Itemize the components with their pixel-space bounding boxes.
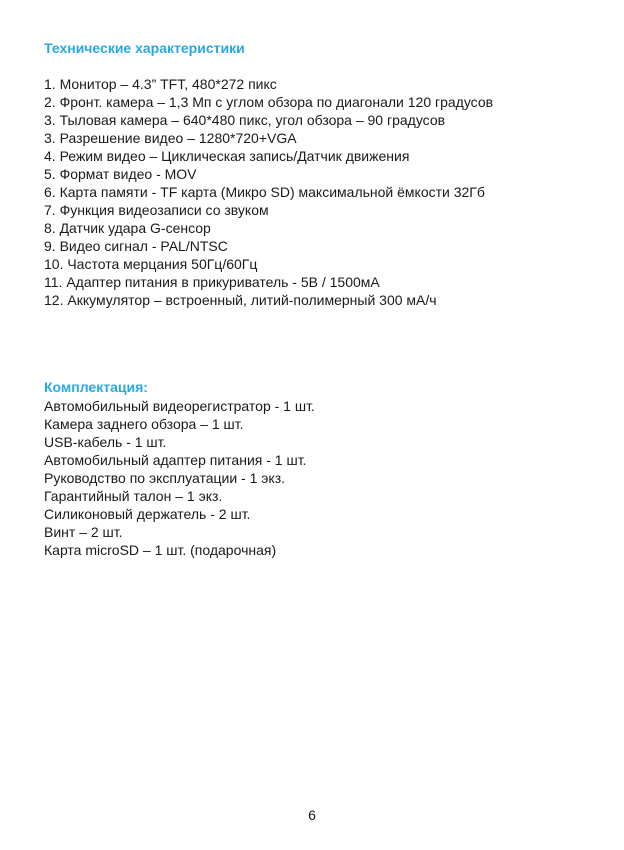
spec-item: 10. Частота мерцания 50Гц/60Гц [44, 256, 258, 272]
spec-item: 12. Аккумулятор – встроенный, литий-полимерный 300 мА/ч [44, 292, 437, 308]
kit-item: Автомобильный адаптер питания - 1 шт. [44, 452, 307, 468]
spec-item: 9. Видео сигнал - PAL/NTSC [44, 238, 228, 254]
spec-item: 6. Карта памяти - TF карта (Микро SD) максимальной ёмкости 32Гб [44, 184, 485, 200]
package-contents-heading: Комплектация: [44, 379, 148, 395]
kit-item: Автомобильный видеорегистратор - 1 шт. [44, 398, 315, 414]
package-contents-section [44, 379, 604, 559]
kit-item: USB-кабель - 1 шт. [44, 434, 167, 450]
kit-item: Карта microSD – 1 шт. (подарочная) [44, 542, 277, 558]
kit-item: Руководство по эксплуатации - 1 экз. [44, 470, 286, 486]
specifications-heading: Технические характеристики [44, 40, 245, 56]
page-number: 6 [308, 807, 316, 823]
kit-item: Гарантийный талон – 1 экз. [44, 488, 223, 504]
kit-item: Винт – 2 шт. [44, 524, 123, 540]
spec-item: 8. Датчик удара G-сенсор [44, 220, 211, 236]
spec-item: 3. Тыловая камера – 640*480 пикс, угол обзора – 90 градусов [44, 112, 446, 128]
kit-item: Камера заднего обзора – 1 шт. [44, 416, 244, 432]
package-contents-list [44, 397, 604, 559]
spec-item: 4. Режим видео – Циклическая запись/Датчик движения [44, 148, 410, 164]
spec-item: 11. Адаптер питания в прикуриватель - 5В / 1500мА [44, 274, 380, 290]
spec-item: 7. Функция видеозаписи со звуком [44, 202, 269, 218]
specifications-list [44, 75, 604, 309]
specifications-section [44, 40, 604, 309]
spec-item: 2. Фронт. камера – 1,3 Мп с углом обзора по диагонали 120 градусов [44, 94, 494, 110]
spec-item: 5. Формат видео - MOV [44, 166, 197, 182]
spec-item: 1. Монитор – 4.3” TFT, 480*272 пикс [44, 76, 277, 92]
kit-item: Силиконовый держатель - 2 шт. [44, 506, 251, 522]
spec-item: 3. Разрешение видео – 1280*720+VGA [44, 130, 297, 146]
